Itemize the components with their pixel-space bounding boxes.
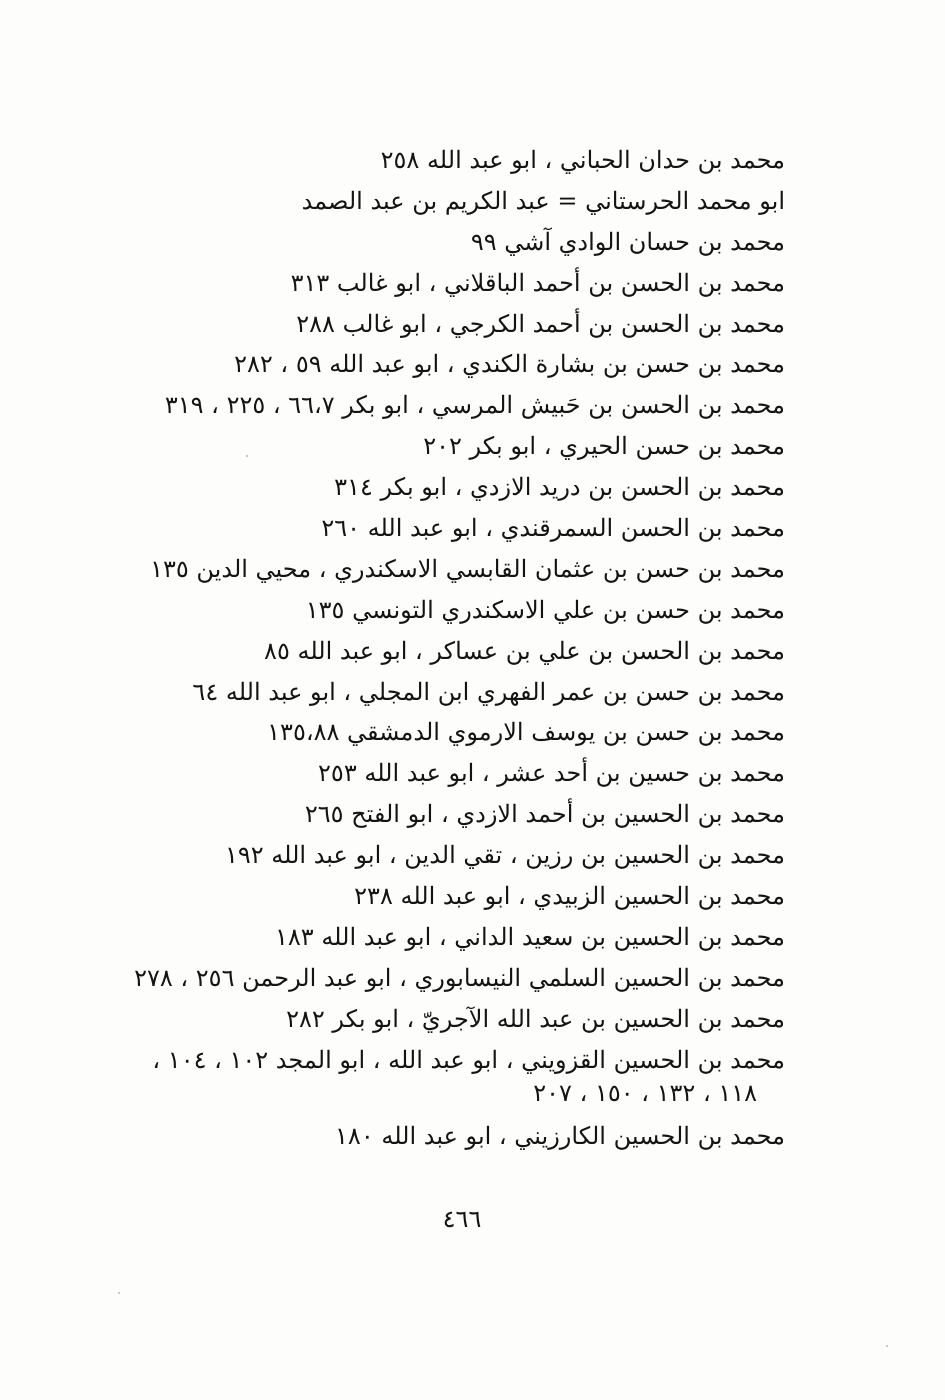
index-entry: محمد بن الحسين الكارزيني ، ابو عبد الله ١٨٠ bbox=[335, 1122, 785, 1151]
index-entry: ابو محمد الحرستاني = عبد الكريم بن عبد الصمد bbox=[301, 186, 785, 215]
index-entry: محمد بن الحسن بن أحمد الباقلاني ، ابو غالب ٣١٣ bbox=[290, 268, 785, 297]
index-entry: محمد بن الحسين بن رزين ، تقي الدين ، ابو عبد الله ١٩٢ bbox=[224, 841, 785, 870]
index-entry: محمد بن حسين بن أحد عشر ، ابو عبد الله ٢٥٣ bbox=[318, 759, 785, 788]
index-entry: محمد بن حسن بن علي الاسكندري التونسي ١٣٥ bbox=[305, 595, 785, 624]
index-entry: محمد بن الحسن السمرقندي ، ابو عبد الله ٢٦٠ bbox=[321, 514, 785, 543]
index-entry: محمد بن حسن بن يوسف الارموي الدمشقي ١٣٥،٨٨ bbox=[267, 718, 785, 747]
paper-speck bbox=[118, 1292, 120, 1294]
index-entry: محمد بن حدان الحباني ، ابو عبد الله ٢٥٨ bbox=[380, 146, 785, 174]
index-entry: محمد بن الحسين الزبيدي ، ابو عبد الله ٢٣٨ bbox=[354, 882, 785, 911]
index-entries bbox=[125, 140, 785, 1157]
index-entry: محمد بن الحسين السلمي النيسابوري ، ابو عبد الرحمن ٢٥٦ ، ٢٧٨ bbox=[134, 963, 785, 992]
index-entry: محمد بن الحسين بن عبد الله الآجريّ ، ابو بكر ٢٨٢ bbox=[286, 1004, 785, 1033]
index-entry: محمد بن الحسين بن أحمد الازدي ، ابو الفتح ٢٦٥ bbox=[304, 800, 785, 829]
index-entry: محمد بن الحسين بن سعيد الداني ، ابو عبد الله ١٨٣ bbox=[275, 922, 785, 951]
index-entry: محمد بن حسان الوادي آشي ٩٩ bbox=[470, 227, 785, 256]
index-entry: محمد بن الحسن بن أحمد الكرجي ، ابو غالب ٢٨٨ bbox=[296, 309, 785, 338]
index-entry: محمد بن حسن بن بشارة الكندي ، ابو عبد الله ٥٩ ، ٢٨٢ bbox=[234, 350, 785, 379]
paper-speck bbox=[886, 1345, 888, 1347]
index-entry: محمد بن حسن بن عمر الفهري ابن المجلي ، ابو عبد الله ٦٤ bbox=[192, 677, 785, 706]
page-number: ٤٦٦ bbox=[442, 1205, 482, 1233]
index-entry: محمد بن الحسن بن دريد الازدي ، ابو بكر ٣١٤ bbox=[334, 473, 785, 502]
index-entry: محمد بن الحسن بن حَبيش المرسي ، ابو بكر ٦٦،٧ ، ٢٢٥ ، ٣١٩ bbox=[164, 391, 785, 420]
index-entry-continuation: ١١٨ ، ١٣٢ ، ١٥٠ ، ٢٠٧ bbox=[533, 1078, 757, 1107]
index-entry: محمد بن الحسين القزويني ، ابو عبد الله ، ابو المجد ١٠٢ ، ١٠٤ ، bbox=[152, 1045, 785, 1074]
index-entry: محمد بن حسن الحيري ، ابو بكر ٢٠٢ bbox=[423, 432, 785, 461]
paper-speck bbox=[246, 455, 248, 457]
index-entry: محمد بن الحسن بن علي بن عساكر ، ابو عبد الله ٨٥ bbox=[264, 636, 785, 665]
index-entry: محمد بن حسن بن عثمان القابسي الاسكندري ، محيي الدين ١٣٥ bbox=[150, 554, 785, 583]
